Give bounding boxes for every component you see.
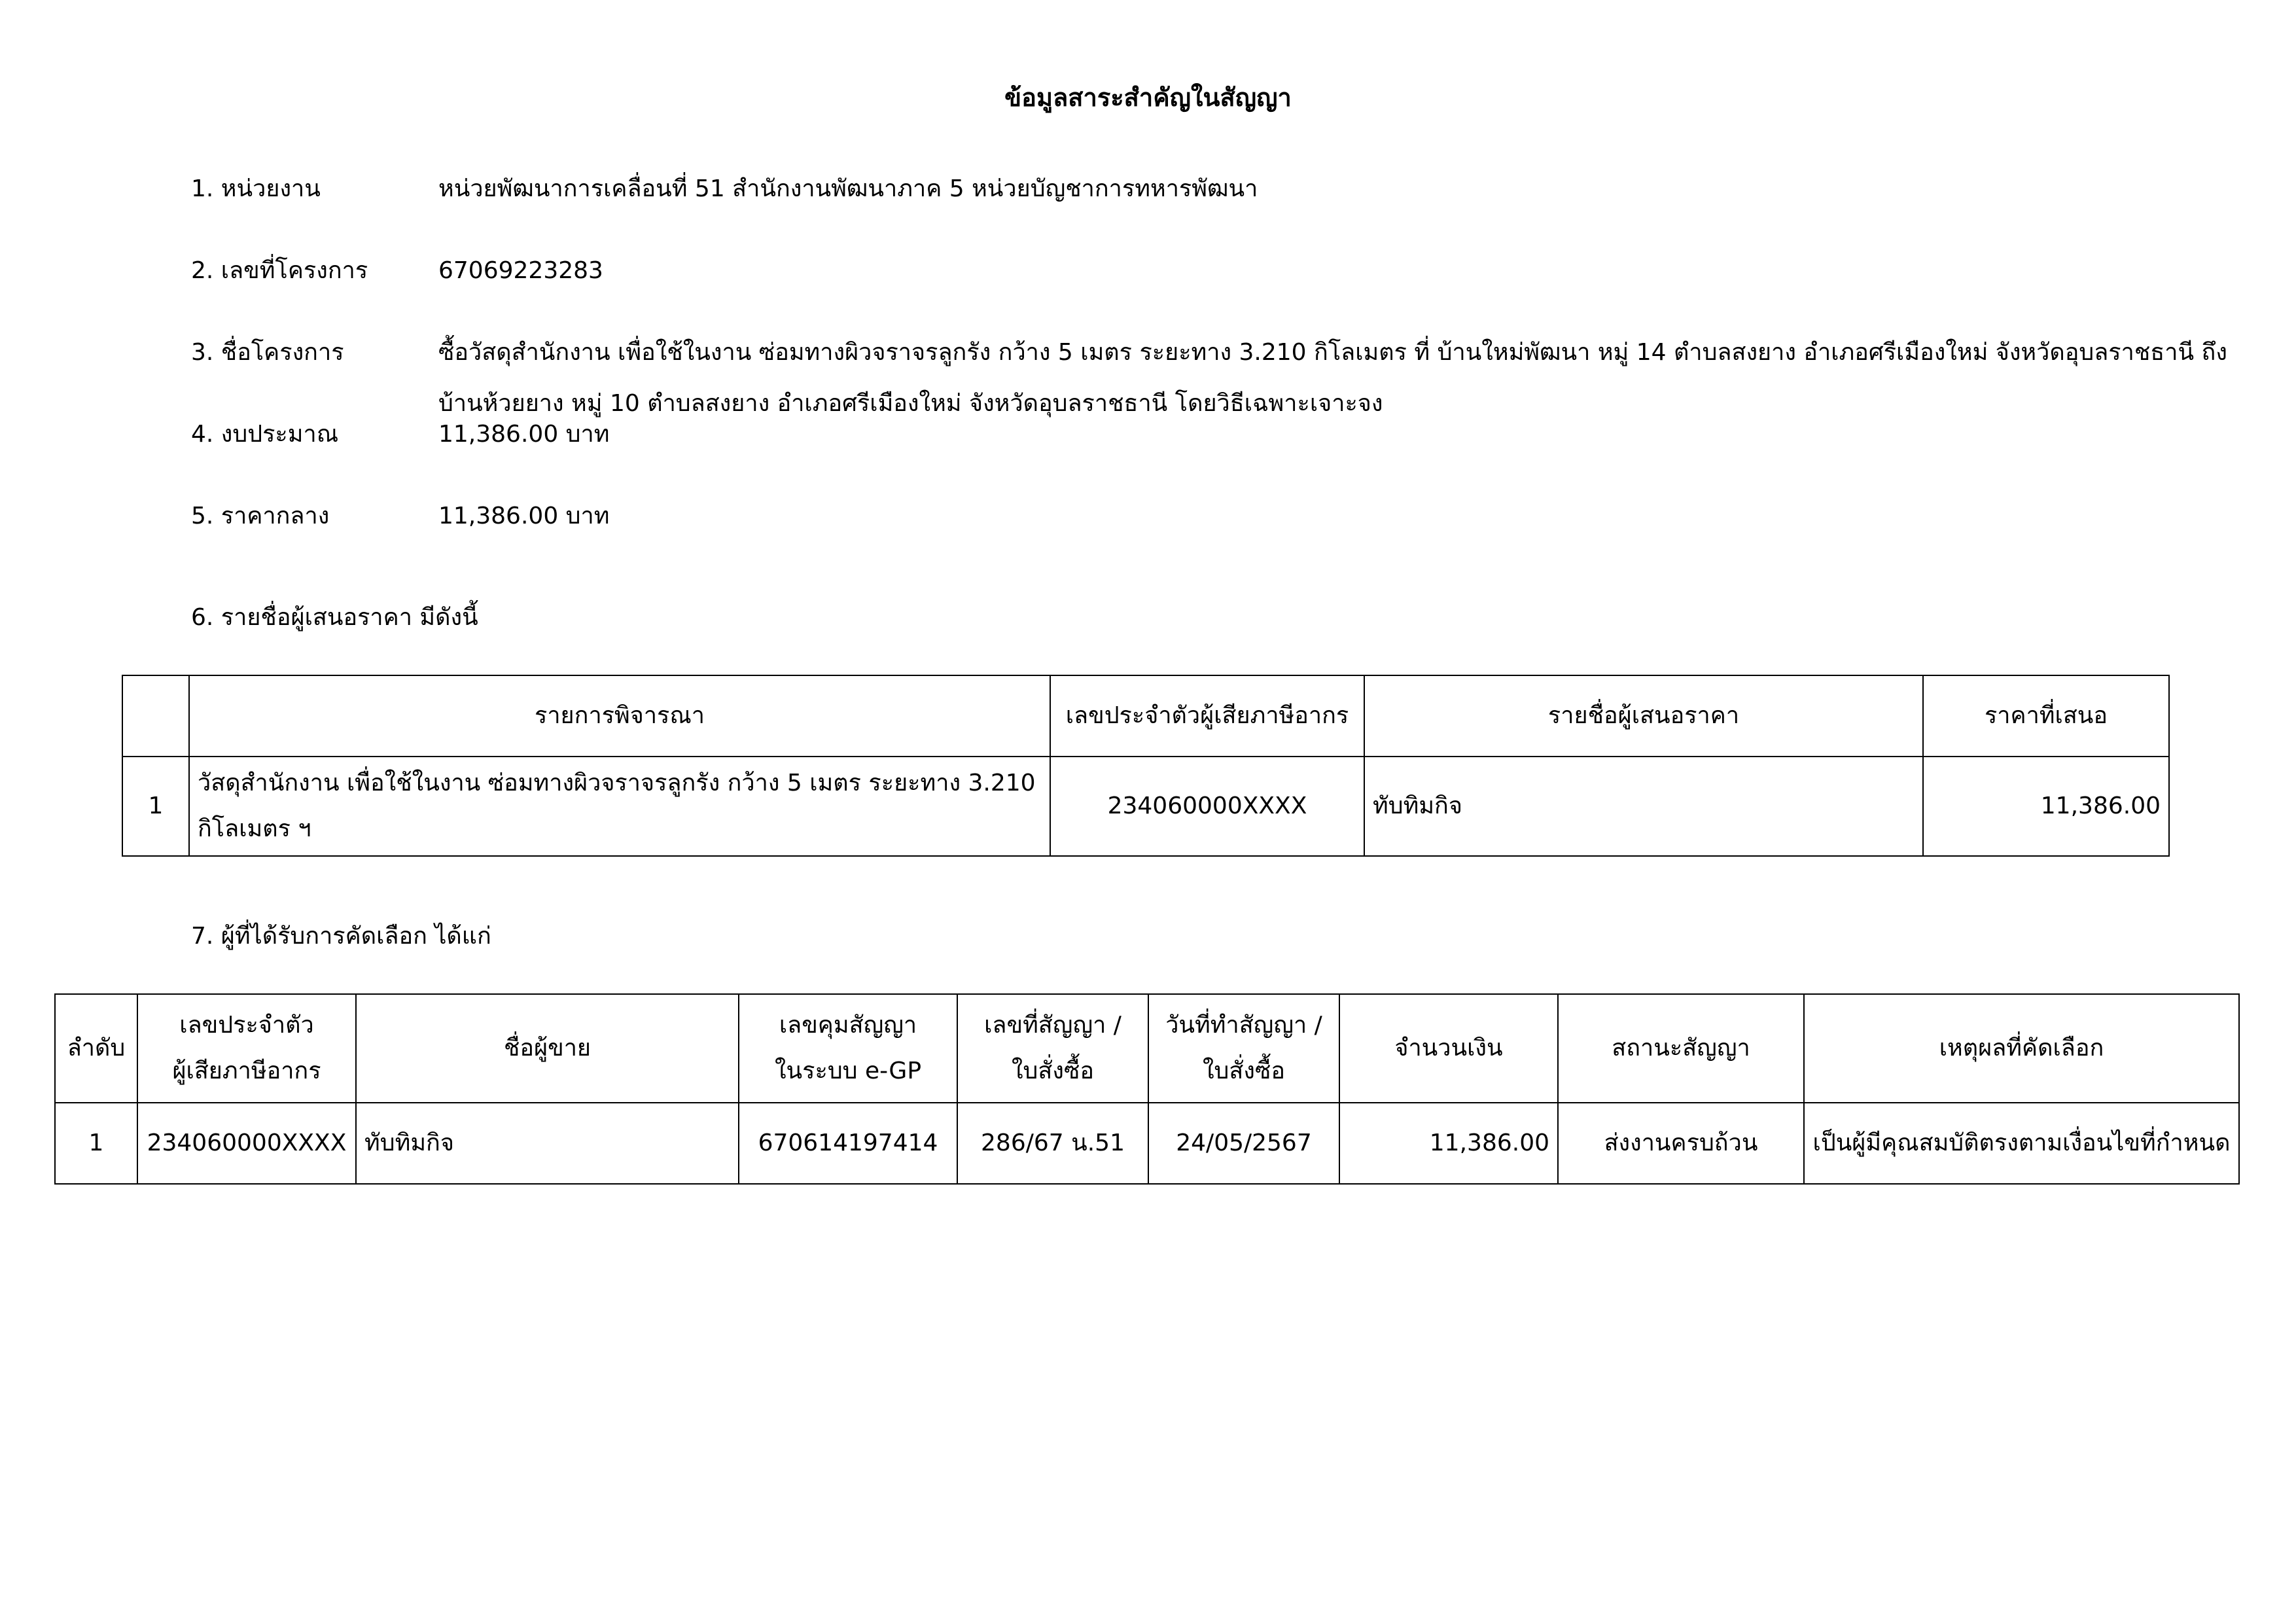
bidders-header-no xyxy=(122,675,189,757)
selected-header-tax-id-line1: เลขประจำตัว xyxy=(179,1012,314,1039)
bidders-header-tax-id: เลขประจำตัวผู้เสียภาษีอากร xyxy=(1050,675,1364,757)
bidders-header-price: ราคาที่เสนอ xyxy=(1923,675,2169,757)
agency-label: 1. หน่วยงาน xyxy=(191,175,321,202)
selected-row-contract-date: 24/05/2567 xyxy=(1148,1103,1339,1184)
info-row-budget xyxy=(191,409,2233,460)
selected-header-contract-date xyxy=(1148,994,1339,1103)
selected-row-no: 1 xyxy=(55,1103,137,1184)
budget-label: 4. งบประมาณ xyxy=(191,421,339,448)
median-price-label: 5. ราคากลาง xyxy=(191,503,330,529)
selected-header-row xyxy=(55,994,2239,1103)
selected-header-contract-no-line1: เลขที่สัญญา / xyxy=(984,1012,1122,1039)
bidders-table xyxy=(122,675,2170,857)
selected-row-reason: เป็นผู้มีคุณสมบัติตรงตามเงื่อนไขที่กำหนด xyxy=(1804,1103,2239,1184)
bidder-row-item-line2: กิโลเมตร ฯ xyxy=(198,815,311,842)
budget-value: 11,386.00 บาท xyxy=(438,421,610,448)
selected-header-contract-date-line2: ใบสั่งซื้อ xyxy=(1202,1058,1286,1084)
selected-header-egp-line1: เลขคุมสัญญา xyxy=(779,1012,917,1039)
project-name-value-line2: บ้านห้วยยาง หมู่ 10 ตำบลสงยาง อำเภอศรีเมืองใหม่ จังหวัดอุบลราชธานี โดยวิธีเฉพาะเจาะจง xyxy=(438,390,1383,417)
page-title: ข้อมูลสาระสำคัญในสัญญา xyxy=(1004,83,1292,112)
selected-header-tax-id xyxy=(137,994,356,1103)
agency-value: หน่วยพัฒนาการเคลื่อนที่ 51 สำนักงานพัฒนาภาค 5 หน่วยบัญชาการทหารพัฒนา xyxy=(438,175,1258,202)
selected-row-egp: 670614197414 xyxy=(739,1103,957,1184)
project-number-value: 67069223283 xyxy=(438,257,603,284)
selected-header-egp xyxy=(739,994,957,1103)
table-row xyxy=(122,757,2169,856)
bidder-row-no: 1 xyxy=(122,757,189,856)
bidders-header-row xyxy=(122,675,2169,757)
selected-row-seller: ทับทิมกิจ xyxy=(356,1103,739,1184)
bidder-row-item-line1: วัสดุสำนักงาน เพื่อใช้ในงาน ซ่อมทางผิวจราจรลูกรัง กว้าง 5 เมตร ระยะทาง 3.210 xyxy=(198,770,1036,796)
selected-header-contract-date-line1: วันที่ทำสัญญา / xyxy=(1165,1012,1322,1039)
bidders-header-bidder: รายชื่อผู้เสนอราคา xyxy=(1364,675,1923,757)
bidder-row-tax-id: 234060000XXXX xyxy=(1050,757,1364,856)
selected-header-reason: เหตุผลที่คัดเลือก xyxy=(1804,994,2239,1103)
selected-header-contract-no xyxy=(957,994,1148,1103)
info-row-agency xyxy=(191,164,2233,215)
selected-table xyxy=(54,993,2240,1185)
selected-row-amount: 11,386.00 xyxy=(1339,1103,1558,1184)
selected-header-no: ลำดับ xyxy=(55,994,137,1103)
bidders-heading: 6. รายชื่อผู้เสนอราคา มีดังนี้ xyxy=(191,604,478,631)
selected-header-amount: จำนวนเงิน xyxy=(1339,994,1558,1103)
selected-row-contract-no: 286/67 น.51 xyxy=(957,1103,1148,1184)
bidder-row-item xyxy=(189,757,1050,856)
project-number-label: 2. เลขที่โครงการ xyxy=(191,257,368,284)
median-price-value: 11,386.00 บาท xyxy=(438,503,610,529)
selected-heading: 7. ผู้ที่ได้รับการคัดเลือก ได้แก่ xyxy=(191,923,491,950)
selected-row-status: ส่งงานครบถ้วน xyxy=(1558,1103,1804,1184)
bidders-header-item: รายการพิจารณา xyxy=(189,675,1050,757)
bidder-row-price: 11,386.00 xyxy=(1923,757,2169,856)
selected-header-status: สถานะสัญญา xyxy=(1558,994,1804,1103)
selected-row-tax-id: 234060000XXXX xyxy=(137,1103,356,1184)
selected-header-tax-id-line2: ผู้เสียภาษีอากร xyxy=(172,1058,321,1084)
project-name-value-line1: ซื้อวัสดุสำนักงาน เพื่อใช้ในงาน ซ่อมทางผิวจราจรลูกรัง กว้าง 5 เมตร ระยะทาง 3.210 กิโลเมตร ที่ บ้านใหม่พัฒนา หมู่ 14 ตำบลสงยาง อำเภอศรีเมืองใหม่ จังหวัดอุบลราชธานี ถึง xyxy=(438,339,2227,366)
info-row-median-price xyxy=(191,491,2233,542)
selected-header-egp-line2: ในระบบ e-GP xyxy=(774,1058,922,1084)
selected-header-seller: ชื่อผู้ขาย xyxy=(356,994,739,1103)
bidder-row-name: ทับทิมกิจ xyxy=(1364,757,1923,856)
info-row-project-number xyxy=(191,245,2233,296)
table-row xyxy=(55,1103,2239,1184)
project-name-label: 3. ชื่อโครงการ xyxy=(191,339,344,366)
selected-header-contract-no-line2: ใบสั่งซื้อ xyxy=(1011,1058,1095,1084)
